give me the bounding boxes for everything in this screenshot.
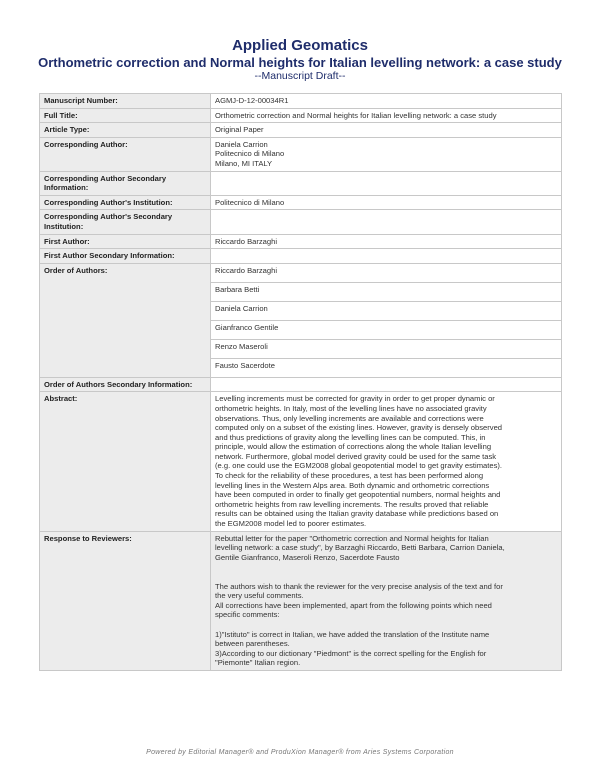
journal-name: Applied Geomatics — [232, 37, 368, 54]
value-article-type: Original Paper — [211, 123, 562, 138]
response-line: All corrections have been implemented, apart from the following points which need — [215, 600, 492, 610]
response-line: The authors wish to thank the reviewer for the very precise analysis of the text and for — [215, 581, 503, 591]
value-manuscript-number: AGMJ-D-12-00034R1 — [211, 94, 562, 109]
label-manuscript-number: Manuscript Number: — [40, 94, 211, 109]
response-blank-line — [215, 572, 557, 582]
abstract-line: principle, would allow the estimation of corrections along the whole Italian levelling — [215, 442, 492, 452]
document-header — [0, 37, 600, 82]
row-first-author — [40, 234, 562, 249]
abstract-line: network. Furthermore, global model derived gravity could be used for the same task — [215, 451, 497, 461]
response-line: 3)According to our dictionary "Piedmont" is the correct spelling for the English for — [215, 648, 487, 658]
abstract-line: levelling lines in the Western Alps area. Both dynamic and orthometric corrections — [215, 480, 490, 490]
row-full-title — [40, 108, 562, 123]
label-corr-institution: Corresponding Author's Institution: — [40, 195, 211, 210]
author-entry: Renzo Maseroli — [211, 339, 562, 358]
author-entry: Fausto Sacerdote — [211, 358, 562, 377]
row-corresponding-author — [40, 137, 562, 171]
row-order-secondary — [40, 377, 562, 392]
row-corr-institution — [40, 195, 562, 210]
abstract-line: computed only on a subset of the existing lines. However, gravity is densely observed — [215, 423, 503, 433]
draft-label: --Manuscript Draft-- — [254, 70, 346, 82]
row-manuscript-number — [40, 94, 562, 109]
label-abstract: Abstract: — [40, 392, 211, 531]
label-full-title: Full Title: — [40, 108, 211, 123]
label-first-author-secondary: First Author Secondary Information: — [40, 249, 211, 264]
label-order-secondary: Order of Authors Secondary Information: — [40, 377, 211, 392]
value-corr-institution: Politecnico di Milano — [211, 195, 562, 210]
label-order-of-authors: Order of Authors: — [40, 263, 211, 377]
response-line: Rebuttal letter for the paper "Orthometric correction and Normal heights for Italian — [215, 533, 489, 543]
abstract-line: (e.g. one could use the EGM2008 global geopotential model to get gravity estimates). — [215, 461, 503, 471]
row-article-type — [40, 123, 562, 138]
row-response-to-reviewers — [40, 531, 562, 670]
footer-credit: Powered by Editorial Manager® and ProduXion Manager® from Aries Systems Corporation — [146, 749, 454, 756]
label-corr-secondary-info: Corresponding Author Secondary Information: — [40, 171, 211, 195]
response-line: the very useful comments. — [215, 591, 304, 601]
value-corr-secondary-institution — [211, 210, 562, 234]
response-line: specific comments: — [215, 610, 280, 620]
abstract-line: orthometric heights from raw levelling increments. The results proved that reliable — [215, 499, 489, 509]
abstract-line: To check for the reliability of these procedures, a test has been performed along — [215, 471, 484, 481]
author-entry: Daniela Carrion — [211, 301, 562, 320]
label-corr-secondary-institution: Corresponding Author's Secondary Institution: — [40, 210, 211, 234]
response-blank-line — [215, 562, 557, 572]
row-corr-secondary-info — [40, 171, 562, 195]
value-first-author-secondary — [211, 249, 562, 264]
label-corresponding-author: Corresponding Author: — [40, 137, 211, 171]
manuscript-metadata-table — [39, 93, 562, 671]
response-line: between parentheses. — [215, 639, 290, 649]
value-order-secondary — [211, 377, 562, 392]
abstract-line: and thus predictions of gravity along the levelling lines can be computed. This, in — [215, 432, 486, 442]
abstract-line: have been computed in order to finally get geopotential numbers, normal heights and — [215, 490, 501, 500]
author-entry: Barbara Betti — [211, 282, 562, 301]
row-first-author-secondary — [40, 249, 562, 264]
value-full-title: Orthometric correction and Normal heights for Italian levelling network: a case study — [211, 108, 562, 123]
response-line: levelling network: a case study", by Barzaghi Riccardo, Betti Barbara, Carrion Daniela, — [215, 543, 505, 553]
label-response-to-reviewers: Response to Reviewers: — [40, 531, 211, 670]
abstract-line: the EGM2008 model led to poorer estimates. — [215, 519, 367, 529]
response-line: "Piemonte" Italian region. — [215, 658, 301, 668]
value-response-to-reviewers — [211, 531, 562, 670]
abstract-line: orthometric heights. In Italy, most of the levelling lines have no associated gravity — [215, 403, 487, 413]
value-corresponding-author — [211, 137, 562, 171]
corresponding-author-name: Daniela Carrion — [215, 139, 268, 149]
abstract-line: observations. Thus, only levelling increments are available and corrections were — [215, 413, 484, 423]
corresponding-author-location: Milano, MI ITALY — [215, 158, 273, 168]
row-order-of-authors-1 — [40, 263, 562, 282]
author-entry: Gianfranco Gentile — [211, 320, 562, 339]
corresponding-author-affiliation: Politecnico di Milano — [215, 149, 285, 159]
value-abstract — [211, 392, 562, 531]
response-line: 1)"Istituto" is correct in Italian, we have added the translation of the Institute name — [215, 629, 490, 639]
label-article-type: Article Type: — [40, 123, 211, 138]
value-first-author: Riccardo Barzaghi — [211, 234, 562, 249]
abstract-line: Levelling increments must be corrected for gravity in order to get proper dynamic or — [215, 394, 495, 404]
label-first-author: First Author: — [40, 234, 211, 249]
row-abstract — [40, 392, 562, 531]
value-corr-secondary-info — [211, 171, 562, 195]
response-blank-line — [215, 620, 557, 630]
response-line: Gentile Gianfranco, Maseroli Renzo, Sacerdote Fausto — [215, 552, 400, 562]
abstract-line: results can be obtained using the Italian gravity database while predictions based on — [215, 509, 499, 519]
author-entry: Riccardo Barzaghi — [211, 263, 562, 282]
row-corr-secondary-institution — [40, 210, 562, 234]
manuscript-title: Orthometric correction and Normal heights for Italian levelling network: a case study — [38, 55, 562, 70]
